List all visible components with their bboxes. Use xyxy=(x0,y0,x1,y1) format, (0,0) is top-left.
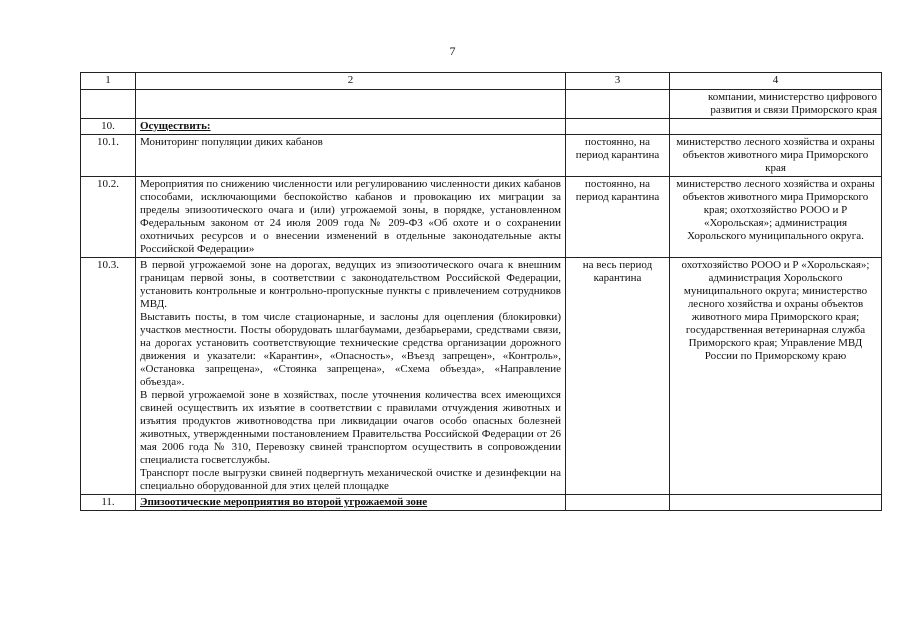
section-title: Эпизоотические мероприятия во второй угрожаемой зоне xyxy=(136,495,566,511)
measure-cell: Мониторинг популяции диких кабанов xyxy=(136,135,566,177)
row-number-cell: 10.2. xyxy=(81,177,136,258)
period-cell: постоянно, на период карантина xyxy=(566,177,670,258)
measure-cell: Мероприятия по снижению численности или регулированию численности диких кабанов способами, исключающими беспокойство кабанов и провокацию их миграции за пределы эпизоотического очага и (или) угрожаемой зоны, в порядке, установленном Федеральным законом от 24 июля 2009 года № 209-ФЗ «Об охоте и о сохранении охотничьих ресурсов и о внесении изменений в отдельные законодательные акты Российской Федерации» xyxy=(136,177,566,258)
row-number-cell xyxy=(81,90,136,119)
header-cell: 3 xyxy=(566,73,670,90)
period-cell xyxy=(566,495,670,511)
page-number: 7 xyxy=(449,44,456,58)
table-row-10-3 xyxy=(81,258,882,495)
measure-paragraph: Выставить посты, в том числе стационарные, и заслоны для оцепления (блокировки) участков местности. Посты оборудовать шлагбаумами, дезбарьерами, средствами связи, на дорогах установить соответствующие технические средства организации дорожного движения и указатели: «Карантин», «Опасность», «Въезд запрещен», «Контроль», «Остановка запрещена», «Стоянка запрещена», «Схема объезда», «Направление объезда». xyxy=(140,311,561,388)
table-row-continuation xyxy=(81,90,882,119)
period-cell xyxy=(566,90,670,119)
responsible-cell xyxy=(670,495,882,511)
responsible-cell: министерство лесного хозяйства и охраны объектов животного мира Приморского края xyxy=(670,135,882,177)
table-row-10-2 xyxy=(81,177,882,258)
section-title: Осуществить: xyxy=(136,119,566,135)
header-cell: 2 xyxy=(136,73,566,90)
measure-cell xyxy=(136,90,566,119)
responsible-cell: охотхозяйство РООО и Р «Хорольская»; администрация Хорольского муниципального округа; министерство лесного хозяйства и охраны объектов животного мира Приморского края; государственная ветеринарная служба Приморского края; Управление МВД России по Приморскому краю xyxy=(670,258,882,495)
measures-table xyxy=(80,72,882,511)
table-header-row xyxy=(81,73,882,90)
row-number-cell: 10.3. xyxy=(81,258,136,495)
responsible-cell xyxy=(670,119,882,135)
table-row-section-10 xyxy=(81,119,882,135)
row-number-cell: 10.1. xyxy=(81,135,136,177)
table-row-section-11 xyxy=(81,495,882,511)
responsible-cell: компании, министерство цифрового развития и связи Приморского края xyxy=(670,90,882,119)
measure-paragraph: Транспорт после выгрузки свиней подвергнуть механической очистке и дезинфекции на специально оборудованной для этих целей площадке xyxy=(140,467,561,492)
measure-paragraph: В первой угрожаемой зоне в хозяйствах, после уточнения количества всех имеющихся свиней осуществить их изъятие в соответствии с правилами отчуждения животных и изъятия продуктов животноводства при ликвидации очагов особо опасных болезней животных, утвержденными постановлением Правительства Российской Федерации от 26 мая 2006 года № 310, Перевозку свиней транспортом осуществить в сопровождении специалиста госветслужбы. xyxy=(140,389,561,466)
responsible-cell: министерство лесного хозяйства и охраны объектов животного мира Приморского края; охотхозяйство РООО и Р «Хорольская»; администрация Хорольского муниципального округа. xyxy=(670,177,882,258)
header-cell: 1 xyxy=(81,73,136,90)
period-cell xyxy=(566,119,670,135)
period-cell: на весь период карантина xyxy=(566,258,670,495)
header-cell: 4 xyxy=(670,73,882,90)
table-row-10-1 xyxy=(81,135,882,177)
measure-paragraph: В первой угрожаемой зоне на дорогах, ведущих из эпизоотического очага к внешним границам первой зоны, в соответствии с законодательством Российской Федерации, установить контрольные и контрольно-пропускные пункты с привлечением сотрудников МВД. xyxy=(140,259,561,310)
row-number-cell: 11. xyxy=(81,495,136,511)
measure-cell xyxy=(136,258,566,495)
row-number-cell: 10. xyxy=(81,119,136,135)
period-cell: постоянно, на период карантина xyxy=(566,135,670,177)
